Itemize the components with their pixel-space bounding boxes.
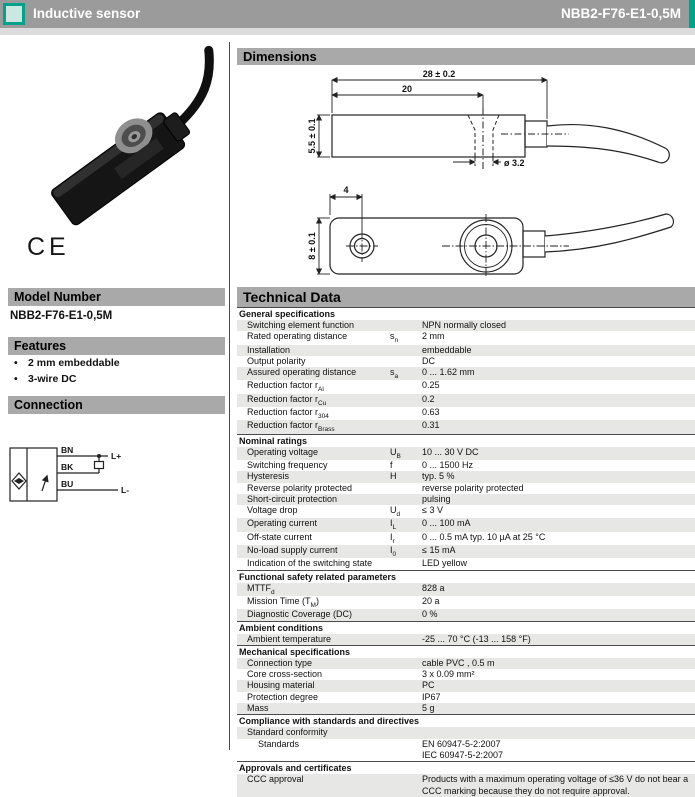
spec-label: Reduction factor $r_{Al}$ <box>247 380 324 394</box>
spec-label: Hysteresis <box>247 471 290 482</box>
spec-label: Off-state current <box>247 531 312 542</box>
spec-row <box>237 609 695 620</box>
ce-mark: CE <box>27 233 70 261</box>
spec-value: pulsing <box>422 493 451 504</box>
wire-label-bu: BU <box>61 479 74 489</box>
spec-symbol <box>390 634 422 645</box>
spec-row <box>237 505 695 518</box>
spec-value: ≤ 3 V <box>422 505 443 516</box>
spec-row <box>237 703 695 714</box>
dim-label-side-height: 5.5 ± 0.1 <box>307 118 317 154</box>
spec-label: Standard conformity <box>247 727 328 738</box>
spec-symbol: f <box>390 459 393 470</box>
load-symbol <box>95 462 104 469</box>
spec-label: Switching frequency <box>247 459 328 470</box>
spec-symbol <box>390 394 422 407</box>
spec-label: Mission Time $(T_M)$ <box>247 595 319 609</box>
spec-section-title: Compliance with standards and directives <box>237 714 695 727</box>
spec-row <box>237 669 695 680</box>
spec-row <box>237 471 695 482</box>
switch-contact-symbol <box>42 476 47 491</box>
spec-value: 0.25 <box>422 380 440 391</box>
spec-symbol <box>390 609 422 620</box>
spec-label: Reduction factor $r_{Cu}$ <box>247 393 327 407</box>
dimensions-header: Dimensions <box>237 48 695 65</box>
spec-row <box>237 460 695 471</box>
spec-row <box>237 558 695 569</box>
spec-row <box>237 739 695 762</box>
spec-row <box>237 394 695 407</box>
spec-symbol <box>390 658 422 669</box>
spec-label: Assured operating distance <box>247 367 357 378</box>
spec-row <box>237 634 695 645</box>
feature-item <box>14 371 120 387</box>
spec-label: Rated operating distance <box>247 331 348 342</box>
spec-label: Housing material <box>247 680 315 691</box>
spec-label: No-load supply current <box>247 545 338 556</box>
dim-label-cable-dia: ø 3.2 <box>504 158 525 168</box>
bullet-icon: • <box>14 373 18 385</box>
spec-value: PC <box>422 680 435 691</box>
spec-value: 10 ... 30 V DC <box>422 446 479 457</box>
spec-row <box>237 367 695 380</box>
spec-symbol: $U_B$ <box>390 446 401 460</box>
spec-symbol <box>390 774 422 797</box>
spec-symbol: $I_L$ <box>390 518 397 532</box>
spec-row <box>237 774 695 797</box>
spec-label: Indication of the switching state <box>247 558 373 569</box>
spec-label: CCC approval <box>247 774 304 785</box>
terminal-label-lminus: L- <box>121 485 130 495</box>
spec-label: Reverse polarity protected <box>247 482 353 493</box>
spec-value: NPN normally closed <box>422 320 507 330</box>
spec-label: Mass <box>247 703 269 714</box>
features-list <box>14 355 120 387</box>
spec-symbol: $s_a$ <box>390 367 399 380</box>
spec-section-title: Approvals and certificates <box>237 761 695 774</box>
spec-value: typ. 5 % <box>422 471 455 482</box>
spec-value: ≤ 15 mA <box>422 545 456 556</box>
spec-value: 0.31 <box>422 420 440 431</box>
spec-symbol <box>390 558 422 569</box>
spec-label: Output polarity <box>247 355 306 366</box>
spec-value: 0 ... 100 mA <box>422 518 471 529</box>
spec-row <box>237 545 695 558</box>
features-header: Features <box>8 337 225 355</box>
spec-symbol: $I_0$ <box>390 545 397 558</box>
dim-label-hole-offset: 4 <box>343 185 349 195</box>
spec-label: Ambient temperature <box>247 633 332 644</box>
spec-row <box>237 583 695 596</box>
spec-row <box>237 331 695 344</box>
spec-row <box>237 494 695 505</box>
header-sub-strip <box>0 28 695 35</box>
product-photo <box>18 52 223 242</box>
spec-value: -25 ... 70 °C (-13 ... 158 °F) <box>422 633 531 644</box>
spec-label: Reduction factor $r_{304}$ <box>247 407 329 420</box>
spec-label: Voltage drop <box>247 505 298 516</box>
spec-row <box>237 680 695 691</box>
spec-row <box>237 727 695 738</box>
spec-section-title: Nominal ratings <box>237 434 695 447</box>
spec-row <box>237 320 695 331</box>
spec-symbol <box>390 320 422 331</box>
top-header-bar <box>0 0 695 28</box>
spec-value: IP67 <box>422 691 441 702</box>
spec-symbol <box>390 356 422 367</box>
spec-row <box>237 447 695 460</box>
spec-symbol: H <box>390 471 397 482</box>
spec-symbol <box>390 483 422 494</box>
spec-section-title: Mechanical specifications <box>237 645 695 658</box>
feature-text: 3-wire DC <box>28 373 77 385</box>
spec-value: 5 g <box>422 703 435 714</box>
spec-row <box>237 658 695 669</box>
spec-value: 828 a <box>422 582 445 593</box>
spec-value: 0 ... 1.62 mm <box>422 367 475 378</box>
spec-section-title: Functional safety related parameters <box>237 570 695 583</box>
brand-square-icon <box>3 3 25 25</box>
header-model-number: NBB2-F76-E1-0,5M <box>560 6 681 21</box>
spec-value: 0.63 <box>422 407 440 418</box>
spec-value: DC <box>422 355 435 366</box>
spec-symbol: $s_n$ <box>390 331 399 345</box>
spec-label: Reduction factor $r_{Brass}$ <box>247 420 335 434</box>
wire-label-bn: BN <box>61 445 74 455</box>
column-divider <box>229 42 230 750</box>
spec-value: 0 ... 0.5 mA typ. 10 µA at 25 °C <box>422 531 546 542</box>
spec-symbol <box>390 680 422 691</box>
side-view-cable <box>547 125 669 163</box>
junction-dot <box>97 454 101 458</box>
spec-section-title: Ambient conditions <box>237 621 695 634</box>
spec-symbol: $I_r$ <box>390 531 395 545</box>
spec-label: Operating current <box>247 518 318 529</box>
spec-row <box>237 532 695 545</box>
dimensions-drawing <box>237 66 695 286</box>
spec-row <box>237 407 695 420</box>
spec-symbol: $U_d$ <box>390 505 401 518</box>
spec-row <box>237 380 695 393</box>
dim-label-front-height: 8 ± 0.1 <box>307 232 317 260</box>
spec-label: Installation <box>247 344 291 355</box>
terminal-label-lplus: L+ <box>111 451 122 461</box>
spec-value: 0.2 <box>422 393 435 404</box>
spec-value: 3 x 0.09 mm² <box>422 669 475 680</box>
spec-symbol <box>390 727 422 738</box>
feature-item <box>14 355 120 371</box>
header-accent-edge <box>689 0 695 28</box>
spec-symbol <box>390 494 422 505</box>
spec-value: 2 mm <box>422 331 445 342</box>
spec-symbol <box>390 420 422 433</box>
spec-label: Short-circuit protection <box>247 493 338 504</box>
technical-data-header: Technical Data <box>237 287 695 307</box>
spec-row <box>237 420 695 433</box>
spec-symbol <box>390 739 422 762</box>
dim-label-body-width: 20 <box>401 84 413 94</box>
spec-symbol <box>390 583 422 596</box>
model-number-header: Model Number <box>8 288 225 306</box>
spec-value: reverse polarity protected <box>422 482 524 493</box>
spec-section-title: General specifications <box>237 307 695 320</box>
bullet-icon: • <box>14 357 18 369</box>
spec-row <box>237 345 695 356</box>
spec-symbol <box>390 596 422 609</box>
spec-row <box>237 518 695 531</box>
spec-value: cable PVC , 0.5 m <box>422 657 495 668</box>
spec-row <box>237 596 695 609</box>
spec-symbol <box>390 703 422 714</box>
spec-value: 20 a <box>422 595 440 606</box>
spec-label: Connection type <box>247 657 313 668</box>
connection-diagram <box>0 430 230 530</box>
product-type-title: Inductive sensor <box>33 6 141 21</box>
spec-symbol <box>390 669 422 680</box>
spec-label: Switching element function <box>247 320 355 330</box>
front-view-connector <box>523 231 545 257</box>
spec-symbol <box>390 380 422 393</box>
spec-value: Products with a maximum operating voltage of ≤36 V do not bear a CCC marking because they do not require approval. <box>422 774 689 796</box>
photo-cable <box>152 50 233 125</box>
spec-symbol <box>390 407 422 420</box>
spec-value: LED yellow <box>422 558 468 569</box>
spec-value: embeddable <box>422 344 472 355</box>
spec-row <box>237 692 695 703</box>
spec-value: 0 ... 1500 Hz <box>422 459 474 470</box>
spec-value: 0 % <box>422 609 438 620</box>
spec-label: $MTTF_d$ <box>247 582 275 596</box>
feature-text: 2 mm embeddable <box>28 357 120 369</box>
model-number-value: NBB2-F76-E1-0,5M <box>10 310 113 322</box>
spec-label: Diagnostic Coverage (DC) <box>247 609 353 620</box>
spec-value <box>422 727 695 738</box>
hole-crosshair <box>346 230 378 262</box>
connection-header: Connection <box>8 396 225 414</box>
spec-row <box>237 356 695 367</box>
spec-symbol <box>390 345 422 356</box>
spec-row <box>237 483 695 494</box>
spec-value: EN 60947-5-2:2007 IEC 60947-5-2:2007 <box>422 738 504 760</box>
dim-label-total-width: 28 ± 0.2 <box>422 69 456 79</box>
spec-label: Standards <box>258 738 300 749</box>
technical-data-table <box>237 307 695 797</box>
spec-label: Operating voltage <box>247 446 319 457</box>
wire-label-bk: BK <box>61 462 74 472</box>
spec-symbol <box>390 692 422 703</box>
spec-label: Core cross-section <box>247 669 323 680</box>
spec-label: Protection degree <box>247 691 319 702</box>
